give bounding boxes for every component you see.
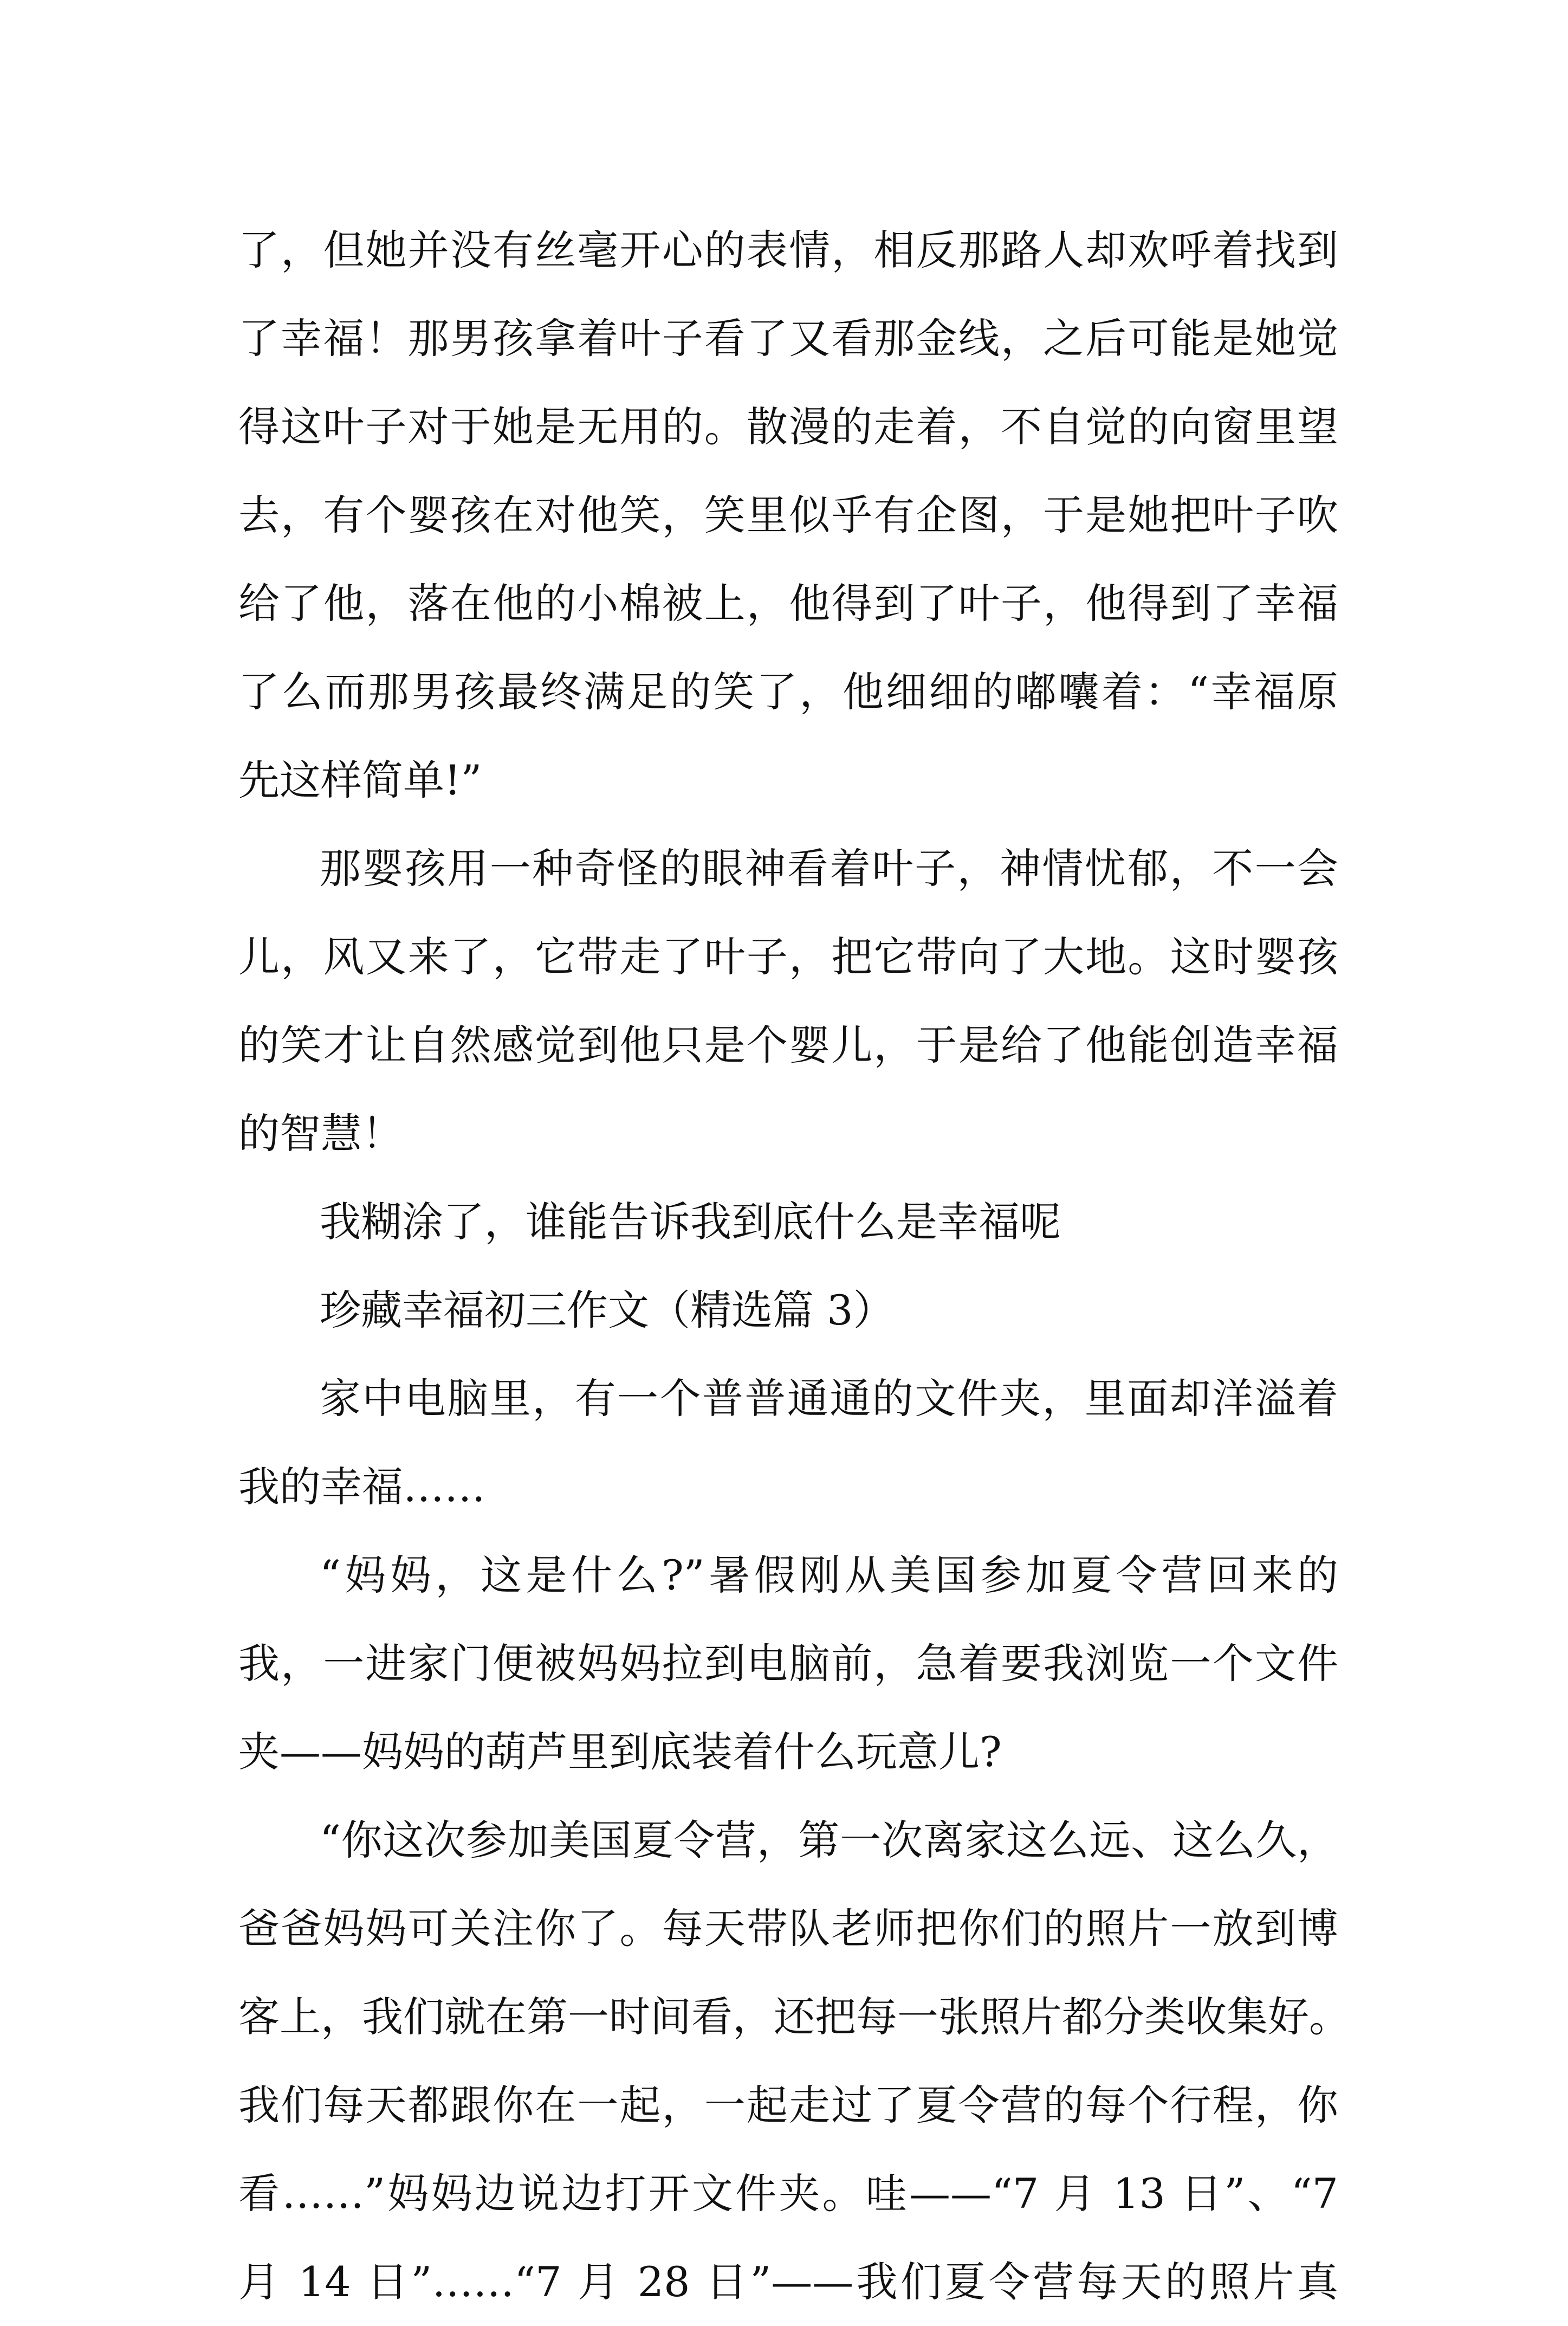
text-line: 我糊涂了，谁能告诉我到底什么是幸福呢 bbox=[320, 1198, 1061, 1246]
section-heading: 珍藏幸福初三作文（精选篇 3） bbox=[320, 1286, 895, 1334]
text-line: 的笑才让自然感觉到他只是个婴儿，于是给了他能创造幸福 bbox=[238, 1021, 1338, 1069]
text-line: 家中电脑里，有一个普普通通的文件夹，里面却洋溢着 bbox=[320, 1374, 1338, 1423]
text-line: 去，有个婴孩在对他笑，笑里似乎有企图，于是她把叶子吹 bbox=[238, 491, 1338, 539]
text-line: 儿，风又来了，它带走了叶子，把它带向了大地。这时婴孩 bbox=[238, 933, 1338, 981]
text-line: 了么而那男孩最终满足的笑了，他细细的嘟囔着：“幸福原 bbox=[238, 668, 1338, 716]
text-line: 的智慧！ bbox=[238, 1109, 403, 1158]
text-line: 给了他，落在他的小棉被上，他得到了叶子，他得到了幸福 bbox=[238, 579, 1338, 628]
text-line: 先这样简单!” bbox=[238, 756, 482, 804]
text-line: “妈妈，这是什么?”暑假刚从美国参加夏令营回来的 bbox=[320, 1551, 1338, 1599]
document-body bbox=[238, 206, 1350, 2326]
text-line: 得这叶子对于她是无用的。散漫的走着，不自觉的向窗里望 bbox=[238, 403, 1338, 451]
text-line: “你这次参加美国夏令营，第一次离家这么远、这么久， bbox=[320, 1816, 1338, 1864]
text-line: 那婴孩用一种奇怪的眼神看着叶子，神情忧郁，不一会 bbox=[320, 844, 1338, 893]
text-line: 我，一进家门便被妈妈拉到电脑前，急着要我浏览一个文件 bbox=[238, 1639, 1338, 1688]
text-line: 看……”妈妈边说边打开文件夹。哇——“7 月 13 日”、“7 bbox=[238, 2169, 1338, 2218]
text-line: 爸爸妈妈可关注你了。每天带队老师把你们的照片一放到博 bbox=[238, 1904, 1338, 1953]
text-line: 夹——妈妈的葫芦里到底装着什么玩意儿? bbox=[238, 1728, 1002, 1776]
text-line: 了，但她并没有丝毫开心的表情，相反那路人却欢呼着找到 bbox=[238, 226, 1338, 274]
text-line: 我的幸福…… bbox=[238, 1463, 485, 1511]
text-line: 我们每天都跟你在一起，一起走过了夏令营的每个行程，你 bbox=[238, 2081, 1338, 2129]
text-line: 月 14 日”……“7 月 28 日”——我们夏令营每天的照片真 bbox=[238, 2258, 1338, 2306]
text-line: 了幸福！那男孩拿着叶子看了又看那金线，之后可能是她觉 bbox=[238, 314, 1338, 363]
text-line: 客上，我们就在第一时间看，还把每一张照片都分类收集好。 bbox=[238, 1993, 1350, 2041]
